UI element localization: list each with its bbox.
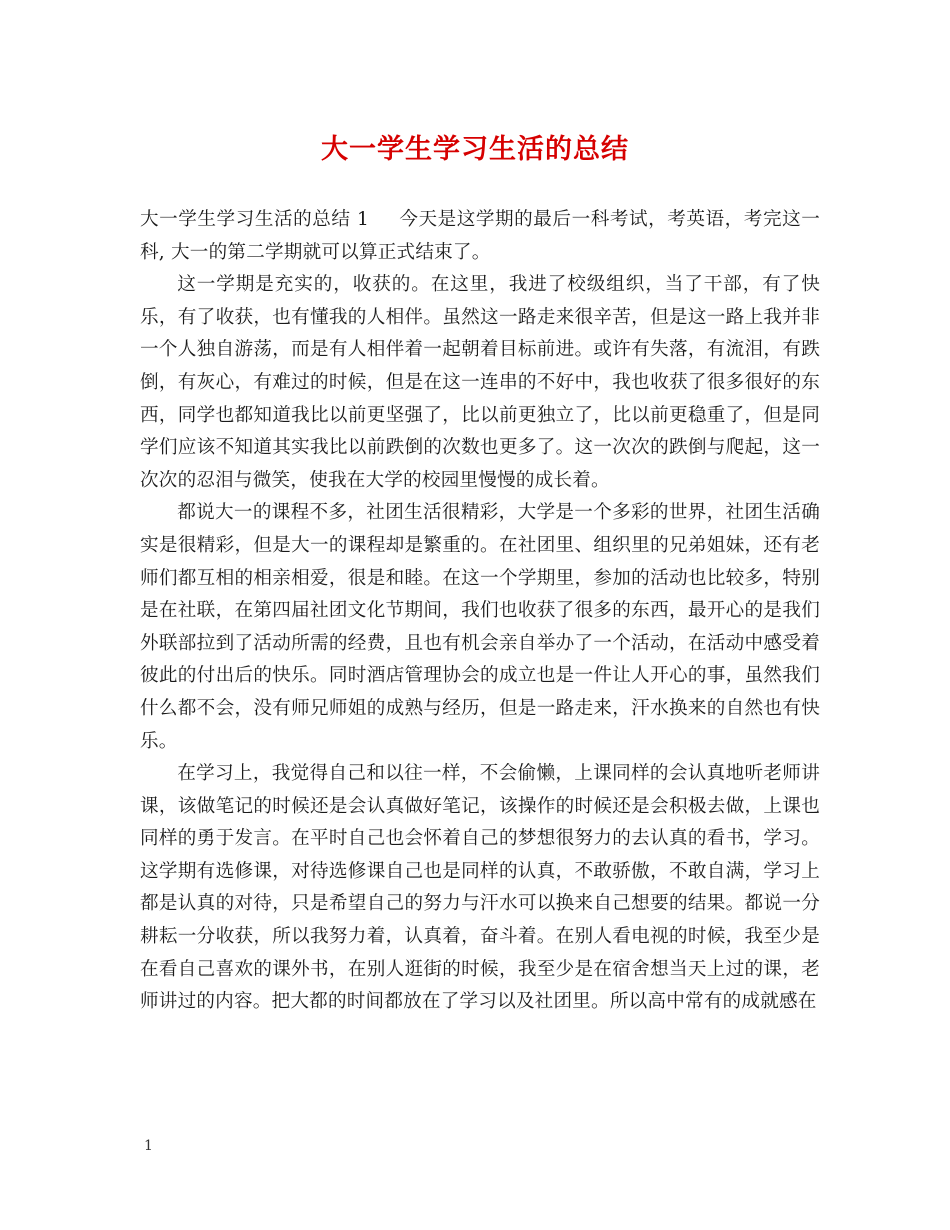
section-heading: 大一学生学习生活的总结 1 (140, 209, 369, 230)
paragraph: 这一学期是充实的，收获的。在这里，我进了校级组织，当了干部，有了快乐，有了收获，也有懂我的人相伴。虽然这一路走来很辛苦，但是这一路上我并非一个人独自游荡，而是有人相伴着一起朝着目标前进。或许有失落，有流泪，有跌倒，有灰心，有难过的时候，但是在这一连串的不好中，我也收获了很多很好的东西，同学也都知道我比以前更坚强了，比以前更独立了，比以前更稳重了，但是同学们应该不知道其实我比以前跌倒的次数也更多了。这一次次的跌倒与爬起，这一次次的忍泪与微笑，使我在大学的校园里慢慢的成长着。 (140, 274, 820, 491)
intro-text: 今天是这学期的最后一科考试，考英语，考完这一科, 大一的第二学期就可以算正式结束了。 (140, 209, 821, 263)
paragraph: 都说大一的课程不多，社团生活很精彩，大学是一个多彩的世界，社团生活确实是很精彩，但是大一的课程却是繁重的。在社团里、组织里的兄弟姐妹，还有老师们都互相的相亲相爱，很是和睦。在这一个学期里，参加的活动也比较多，特别是在社联，在第四届社团文化节期间，我们也收获了很多的东西，最开心的是我们外联部拉到了活动所需的经费，且也有机会亲自举办了一个活动，在活动中感受着彼此的付出后的快乐。同时酒店管理协会的成立也是一件让人开心的事，虽然我们什么都不会，没有师兄师姐的成熟与经历，但是一路走来，汗水换来的自然也有快乐。 (140, 502, 820, 752)
page-number: 1 (144, 1138, 153, 1154)
document-body (140, 204, 820, 1019)
paragraph: 在学习上，我觉得自己和以往一样，不会偷懒，上课同样的会认真地听老师讲课，该做笔记的时候还是会认真做好笔记，该操作的时候还是会积极去做，上课也同样的勇于发言。在平时自己也会怀着自己的梦想很努力的去认真的看书，学习。这学期有选修课，对待选修课自己也是同样的认真，不敢骄傲，不敢自满，学习上都是认真的对待，只是希望自己的努力与汗水可以换来自己想要的结果。都说一分耕耘一分收获，所以我努力着，认真着，奋斗着。在别人看电视的时候，我至少是在看自己喜欢的课外书，在别人逛街的时候，我至少是在宿舍想当天上过的课，老师讲过的内容。把大都的时间都放在了学习以及社团里。所以高中常有的成就感在 (140, 763, 820, 1013)
document-title: 大一学生学习生活的总结 (321, 134, 629, 165)
paragraph-intro (140, 204, 820, 269)
